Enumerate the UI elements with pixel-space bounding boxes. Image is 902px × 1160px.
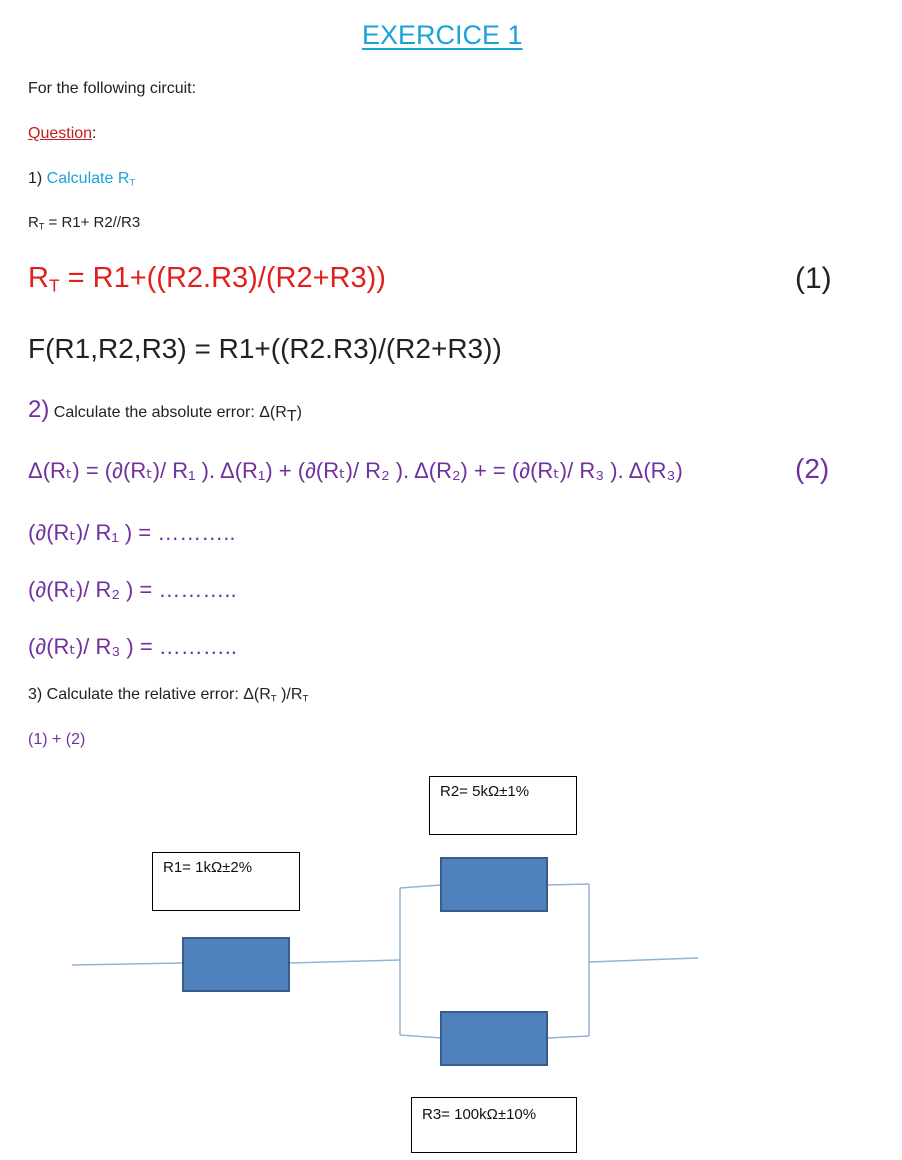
rt-def-r: R xyxy=(28,214,39,231)
q3-text: 3) Calculate the relative error: Δ(R xyxy=(28,686,271,703)
q1-text: Calculate R xyxy=(46,170,130,187)
rt-def-sub: T xyxy=(38,221,45,232)
eq1-sub: T xyxy=(48,275,60,296)
eq1-rest: = R1+((R2.R3)/(R2+R3)) xyxy=(59,262,386,294)
wire-middle xyxy=(289,960,400,963)
partial-r3: (∂(Rₜ)/ R₃ ) = ……….. xyxy=(28,634,238,659)
rt-def-rest: = R1+ R2//R3 xyxy=(44,214,141,231)
resistor-r3 xyxy=(440,1011,548,1066)
partial-r1: (∂(Rₜ)/ R₁ ) = ……….. xyxy=(28,520,236,545)
page-title: EXERCICE 1 xyxy=(362,20,523,50)
wire-bottom-right xyxy=(547,1036,589,1038)
label-r2: R2= 5kΩ±1% xyxy=(429,776,577,835)
combo-note: (1) + (2) xyxy=(28,731,86,748)
q2-text: Calculate the absolute error: Δ(R xyxy=(49,404,287,421)
equation-2-number: (2) xyxy=(795,453,830,484)
question-label: Question xyxy=(28,125,93,142)
wire-right xyxy=(589,958,698,962)
eq1-r: R xyxy=(28,262,49,294)
q1-sub: T xyxy=(129,177,136,189)
equation-2: Δ(Rₜ) = (∂(Rₜ)/ R₁ ). Δ(R₁) + (∂(Rₜ)/ R₂ ). Δ(R₂) + = (∂(Rₜ)/ R₃ ). Δ(R₃) xyxy=(28,458,683,483)
equation-f: F(R1,R2,R3) = R1+((R2.R3)/(R2+R3)) xyxy=(28,333,502,364)
partial-r2: (∂(Rₜ)/ R₂ ) = ……….. xyxy=(28,577,237,602)
label-r1: R1= 1kΩ±2% xyxy=(152,852,300,911)
label-r3: R3= 100kΩ±10% xyxy=(411,1097,577,1153)
equation-1-number: (1) xyxy=(795,262,832,295)
resistor-r2 xyxy=(440,857,548,912)
wire-left xyxy=(72,963,183,965)
q3-sub2: T xyxy=(302,693,309,705)
q2-sub: T xyxy=(286,408,297,425)
question-colon: : xyxy=(92,125,97,142)
wire-top-right xyxy=(547,884,589,885)
q1-number: 1) xyxy=(28,170,47,187)
intro-text: For the following circuit: xyxy=(28,80,197,97)
resistor-r1 xyxy=(182,937,290,992)
q3-sub: T xyxy=(270,693,277,705)
wire-bottom-left xyxy=(400,1035,441,1038)
q3-rest: )/R xyxy=(276,686,303,703)
q2-close: ) xyxy=(296,404,302,421)
q2-number: 2) xyxy=(28,396,50,423)
wire-top-left xyxy=(400,885,441,888)
